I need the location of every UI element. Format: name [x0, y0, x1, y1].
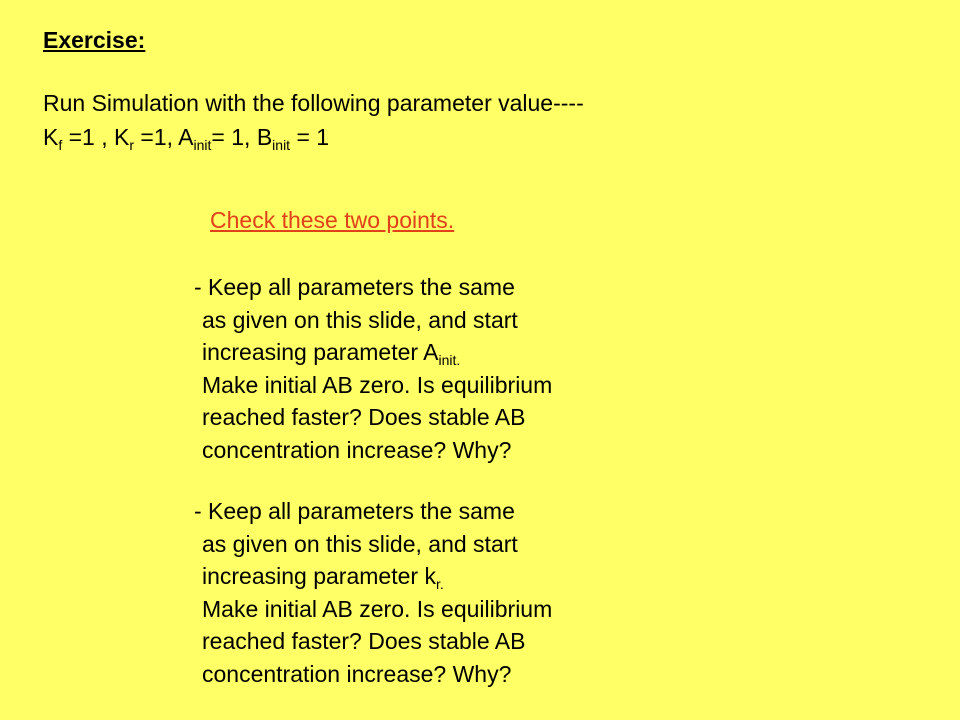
kr-label: K	[114, 124, 130, 150]
point-one-block	[194, 271, 552, 466]
ainit-label: A	[178, 124, 194, 150]
point-two-line-1: - Keep all parameters the same	[194, 498, 515, 524]
binit-label: B	[256, 124, 273, 150]
point-two-line-5: reached faster? Does stable AB	[202, 628, 526, 654]
point-one-param-subscript: init.	[438, 352, 461, 368]
point-one-line-3	[194, 336, 552, 369]
ainit-subscript: init	[193, 137, 212, 153]
point-two-line-2: as given on this slide, and start	[202, 530, 518, 557]
point-one-line-5: reached faster? Does stable AB	[202, 404, 526, 430]
binit-subscript: init	[272, 137, 291, 153]
binit-value: = 1	[290, 124, 330, 150]
kf-value: =1 ,	[62, 124, 115, 150]
point-two-line-6: concentration increase? Why?	[202, 660, 512, 687]
point-one-line-6: concentration increase? Why?	[202, 436, 512, 463]
kr-value: =1,	[134, 124, 179, 150]
point-one-param-text: increasing parameter A	[202, 339, 439, 365]
point-two-param-text: increasing parameter k	[202, 563, 436, 589]
kf-subscript: f	[58, 137, 63, 153]
kr-subscript: r	[129, 137, 135, 153]
exercise-title: Exercise:	[43, 27, 146, 53]
point-one-line-2: as given on this slide, and start	[202, 306, 518, 333]
intro-instruction: Run Simulation with the following parameter value----	[43, 90, 584, 116]
point-one-line-1: - Keep all parameters the same	[194, 274, 515, 300]
point-two-line-3	[194, 560, 552, 593]
point-one-line-4: Make initial AB zero. Is equilibrium	[202, 371, 553, 398]
ainit-value: = 1,	[211, 124, 257, 150]
point-two-block	[194, 495, 552, 690]
point-two-line-4: Make initial AB zero. Is equilibrium	[202, 595, 553, 622]
point-two-param-subscript: r.	[435, 576, 444, 592]
check-points-link[interactable]: Check these two points.	[210, 207, 455, 233]
parameter-values	[43, 122, 329, 152]
kf-label: K	[43, 124, 59, 150]
